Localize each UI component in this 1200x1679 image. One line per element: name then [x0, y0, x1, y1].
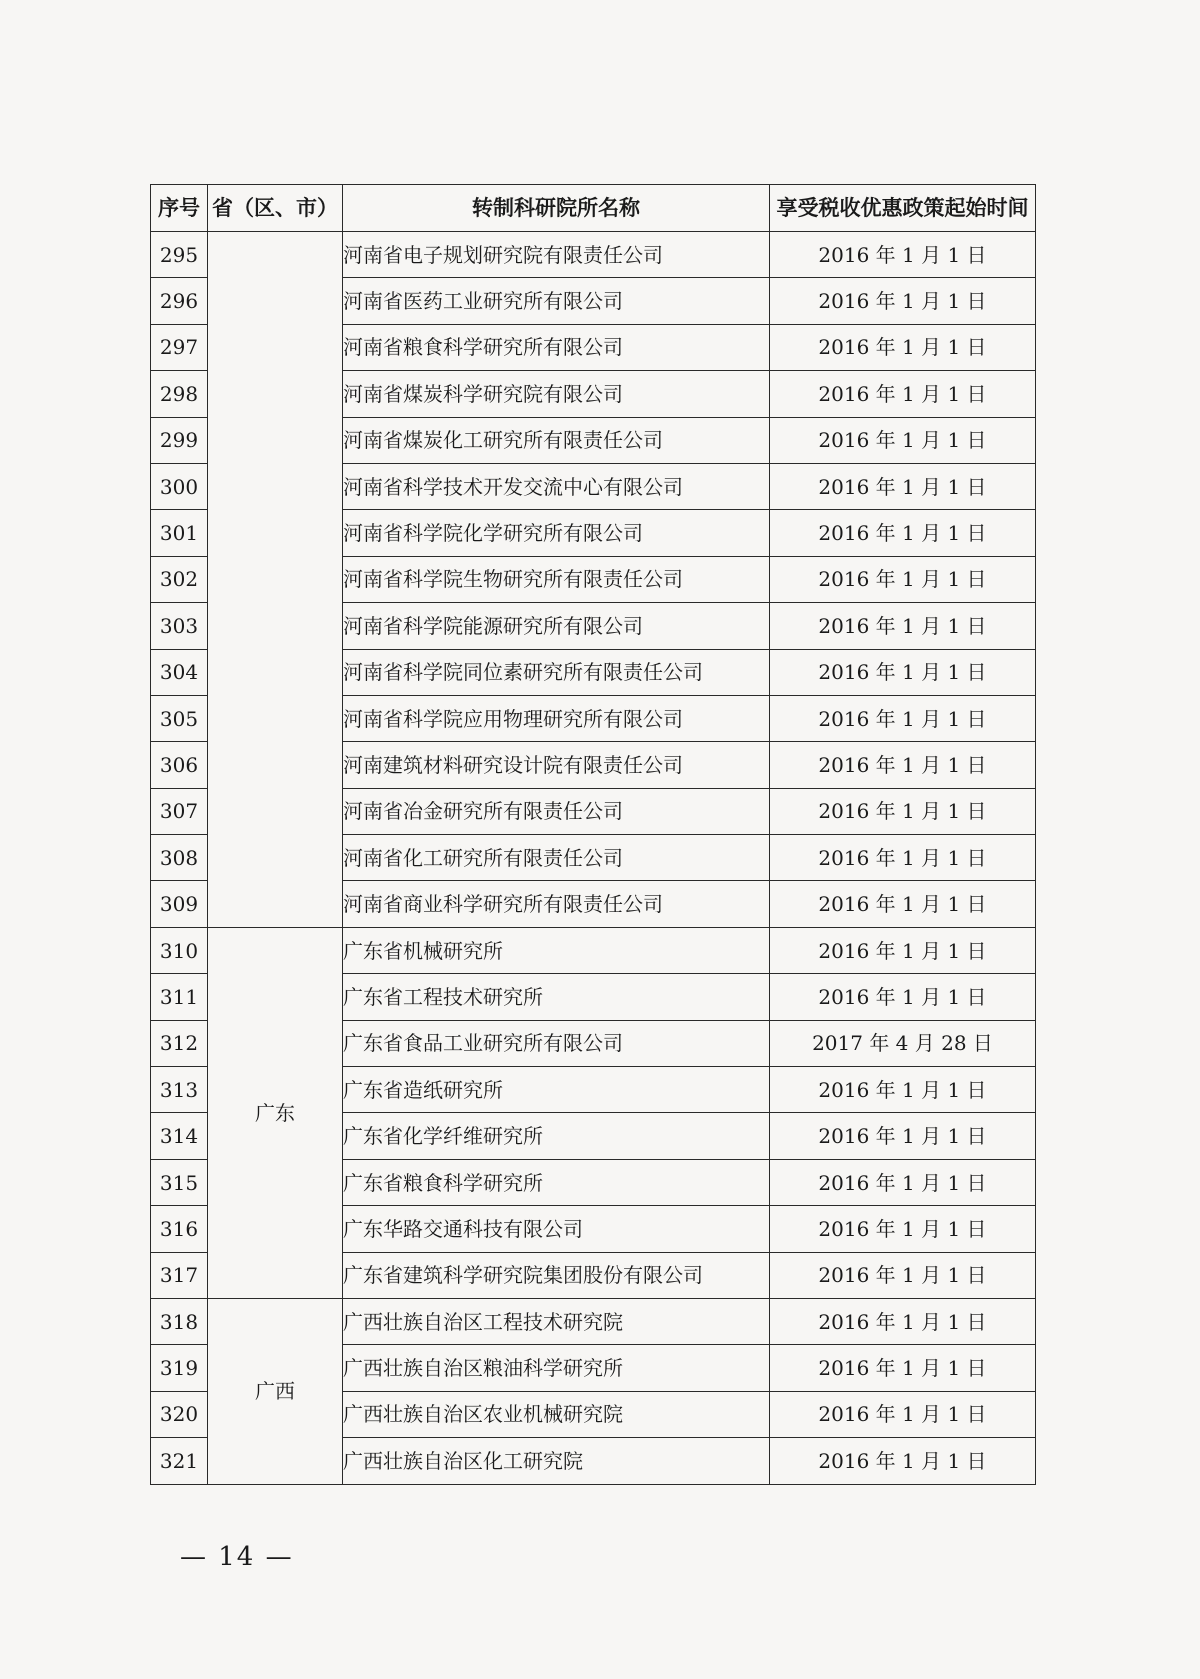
cell-serial-number: 319	[151, 1345, 208, 1391]
table-body	[151, 232, 1036, 1485]
cell-institute-name: 河南省电子规划研究院有限责任公司	[343, 232, 770, 278]
cell-start-date: 2016 年 1 月 1 日	[770, 881, 1036, 927]
table-header-row	[151, 185, 1036, 232]
cell-serial-number: 297	[151, 324, 208, 370]
cell-start-date: 2016 年 1 月 1 日	[770, 788, 1036, 834]
cell-start-date: 2016 年 1 月 1 日	[770, 1298, 1036, 1344]
cell-start-date: 2016 年 1 月 1 日	[770, 927, 1036, 973]
header-institute-name: 转制科研院所名称	[343, 185, 770, 232]
cell-province: 广西	[208, 1298, 343, 1484]
cell-start-date: 2016 年 1 月 1 日	[770, 603, 1036, 649]
research-institutes-table	[150, 184, 1036, 1485]
cell-serial-number: 307	[151, 788, 208, 834]
cell-institute-name: 广东省化学纤维研究所	[343, 1113, 770, 1159]
page-number: — 14 —	[180, 1542, 294, 1572]
cell-start-date: 2016 年 1 月 1 日	[770, 510, 1036, 556]
cell-institute-name: 河南省科学院化学研究所有限公司	[343, 510, 770, 556]
cell-serial-number: 302	[151, 556, 208, 602]
cell-start-date: 2016 年 1 月 1 日	[770, 695, 1036, 741]
cell-start-date: 2016 年 1 月 1 日	[770, 835, 1036, 881]
table-row	[151, 927, 1036, 973]
cell-serial-number: 312	[151, 1020, 208, 1066]
cell-institute-name: 河南省科学院应用物理研究所有限公司	[343, 695, 770, 741]
cell-serial-number: 306	[151, 742, 208, 788]
cell-start-date: 2016 年 1 月 1 日	[770, 232, 1036, 278]
cell-serial-number: 310	[151, 927, 208, 973]
cell-institute-name: 河南省粮食科学研究所有限公司	[343, 324, 770, 370]
cell-start-date: 2016 年 1 月 1 日	[770, 1113, 1036, 1159]
table-row	[151, 1298, 1036, 1344]
cell-institute-name: 河南省商业科学研究所有限责任公司	[343, 881, 770, 927]
cell-start-date: 2016 年 1 月 1 日	[770, 278, 1036, 324]
header-serial-number: 序号	[151, 185, 208, 232]
header-province: 省（区、市）	[208, 185, 343, 232]
cell-serial-number: 305	[151, 695, 208, 741]
cell-serial-number: 311	[151, 974, 208, 1020]
cell-institute-name: 河南省医药工业研究所有限公司	[343, 278, 770, 324]
cell-institute-name: 广东省造纸研究所	[343, 1067, 770, 1113]
cell-start-date: 2016 年 1 月 1 日	[770, 417, 1036, 463]
cell-serial-number: 318	[151, 1298, 208, 1344]
cell-institute-name: 广东华路交通科技有限公司	[343, 1206, 770, 1252]
cell-serial-number: 320	[151, 1391, 208, 1437]
cell-institute-name: 广西壮族自治区农业机械研究院	[343, 1391, 770, 1437]
cell-serial-number: 300	[151, 463, 208, 509]
cell-start-date: 2016 年 1 月 1 日	[770, 974, 1036, 1020]
cell-institute-name: 河南省煤炭科学研究院有限公司	[343, 371, 770, 417]
cell-serial-number: 295	[151, 232, 208, 278]
cell-province	[208, 232, 343, 928]
cell-serial-number: 309	[151, 881, 208, 927]
cell-start-date: 2016 年 1 月 1 日	[770, 556, 1036, 602]
cell-serial-number: 308	[151, 835, 208, 881]
cell-serial-number: 317	[151, 1252, 208, 1298]
cell-institute-name: 河南省科学院能源研究所有限公司	[343, 603, 770, 649]
cell-start-date: 2016 年 1 月 1 日	[770, 1391, 1036, 1437]
cell-start-date: 2016 年 1 月 1 日	[770, 1438, 1036, 1484]
cell-institute-name: 河南省煤炭化工研究所有限责任公司	[343, 417, 770, 463]
cell-start-date: 2016 年 1 月 1 日	[770, 463, 1036, 509]
header-start-date: 享受税收优惠政策起始时间	[770, 185, 1036, 232]
cell-serial-number: 304	[151, 649, 208, 695]
cell-start-date: 2016 年 1 月 1 日	[770, 1067, 1036, 1113]
cell-start-date: 2016 年 1 月 1 日	[770, 1252, 1036, 1298]
cell-start-date: 2016 年 1 月 1 日	[770, 742, 1036, 788]
cell-start-date: 2016 年 1 月 1 日	[770, 1345, 1036, 1391]
cell-serial-number: 313	[151, 1067, 208, 1113]
cell-province: 广东	[208, 927, 343, 1298]
cell-institute-name: 广西壮族自治区工程技术研究院	[343, 1298, 770, 1344]
cell-institute-name: 广东省机械研究所	[343, 927, 770, 973]
cell-institute-name: 广东省食品工业研究所有限公司	[343, 1020, 770, 1066]
table-row	[151, 232, 1036, 278]
cell-institute-name: 河南省科学院同位素研究所有限责任公司	[343, 649, 770, 695]
cell-start-date: 2016 年 1 月 1 日	[770, 649, 1036, 695]
cell-serial-number: 315	[151, 1159, 208, 1205]
cell-serial-number: 298	[151, 371, 208, 417]
cell-institute-name: 河南建筑材料研究设计院有限责任公司	[343, 742, 770, 788]
cell-institute-name: 河南省冶金研究所有限责任公司	[343, 788, 770, 834]
cell-start-date: 2017 年 4 月 28 日	[770, 1020, 1036, 1066]
cell-institute-name: 广东省建筑科学研究院集团股份有限公司	[343, 1252, 770, 1298]
cell-serial-number: 303	[151, 603, 208, 649]
cell-institute-name: 广东省粮食科学研究所	[343, 1159, 770, 1205]
cell-institute-name: 河南省化工研究所有限责任公司	[343, 835, 770, 881]
cell-serial-number: 299	[151, 417, 208, 463]
cell-serial-number: 301	[151, 510, 208, 556]
cell-start-date: 2016 年 1 月 1 日	[770, 1159, 1036, 1205]
cell-institute-name: 广东省工程技术研究所	[343, 974, 770, 1020]
cell-serial-number: 321	[151, 1438, 208, 1484]
cell-institute-name: 广西壮族自治区化工研究院	[343, 1438, 770, 1484]
cell-start-date: 2016 年 1 月 1 日	[770, 324, 1036, 370]
cell-start-date: 2016 年 1 月 1 日	[770, 1206, 1036, 1252]
cell-institute-name: 河南省科学技术开发交流中心有限公司	[343, 463, 770, 509]
cell-serial-number: 314	[151, 1113, 208, 1159]
cell-serial-number: 316	[151, 1206, 208, 1252]
cell-institute-name: 广西壮族自治区粮油科学研究所	[343, 1345, 770, 1391]
cell-start-date: 2016 年 1 月 1 日	[770, 371, 1036, 417]
cell-institute-name: 河南省科学院生物研究所有限责任公司	[343, 556, 770, 602]
cell-serial-number: 296	[151, 278, 208, 324]
